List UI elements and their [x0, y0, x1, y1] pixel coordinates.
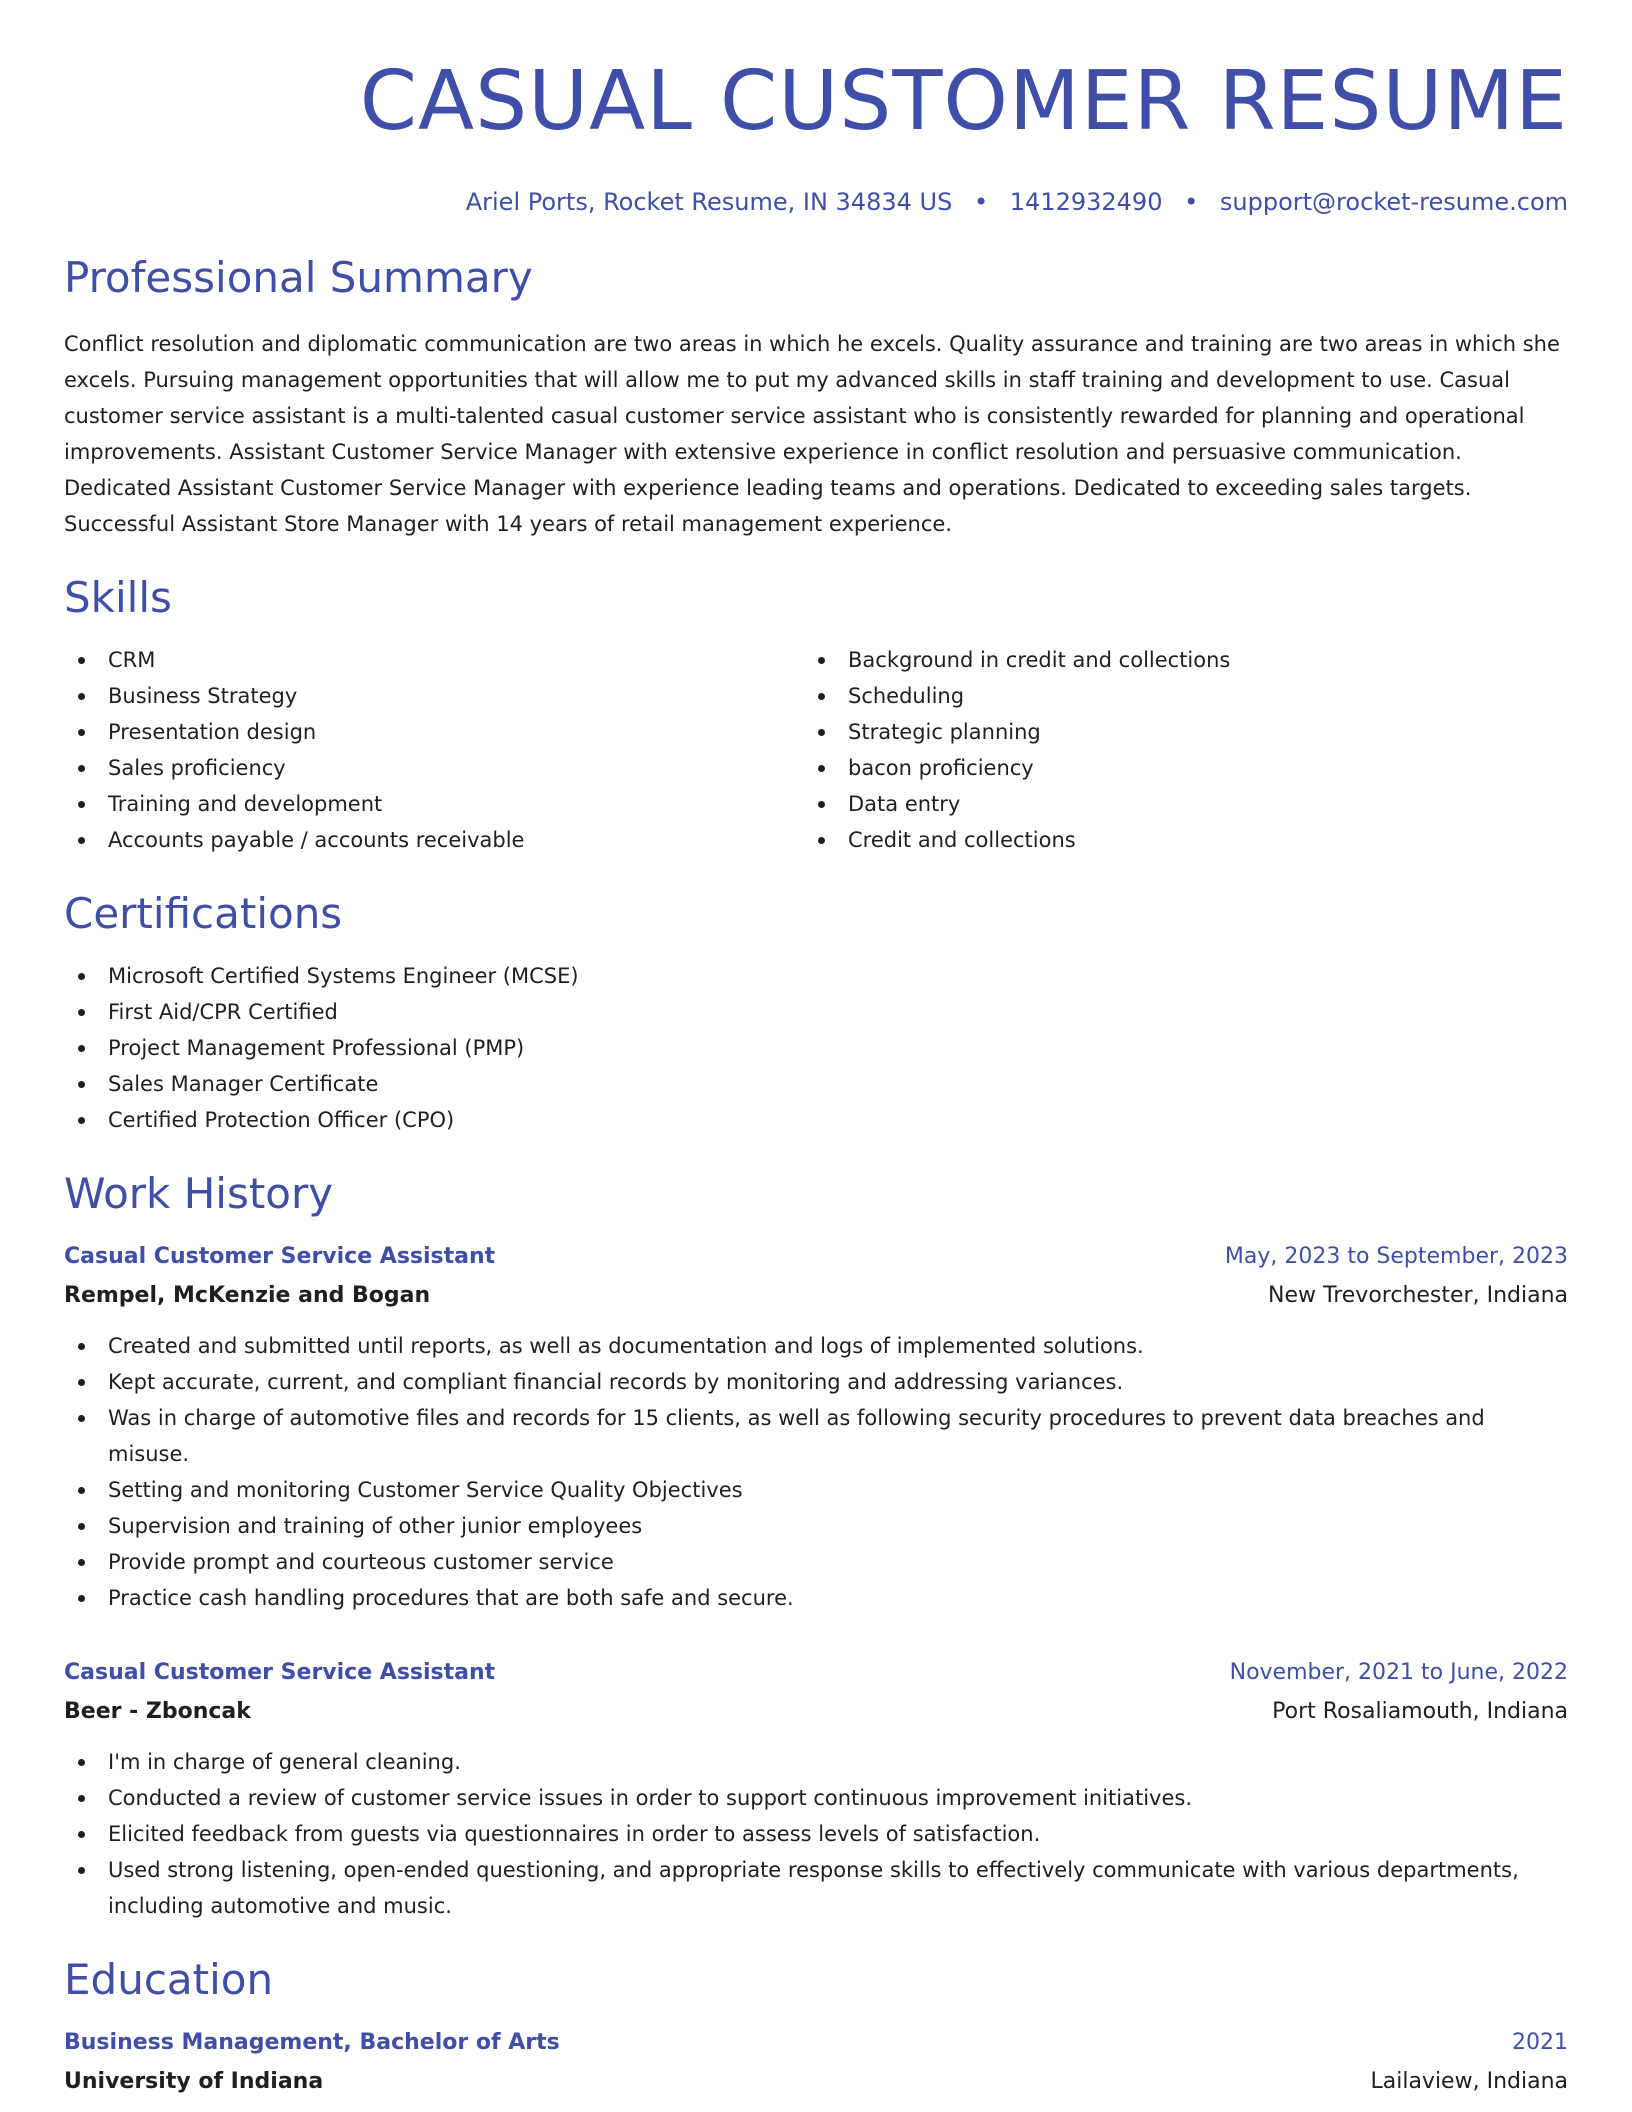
- contact-line: [64, 186, 1568, 218]
- summary-heading: Professional Summary: [64, 253, 533, 302]
- education-degree-row: [64, 2024, 1568, 2062]
- job-entry: [64, 1238, 1568, 1616]
- job-duty-item: Elicited feedback from guests via questionnaires in order to assess levels of satisfaction.: [64, 1816, 1568, 1852]
- skill-item: Data entry: [804, 786, 1544, 822]
- skill-item: Accounts payable / accounts receivable: [64, 822, 804, 858]
- job-title: Casual Customer Service Assistant: [64, 1244, 496, 1269]
- contact-email: support@rocket-resume.com: [1219, 188, 1568, 216]
- contact-address: Ariel Ports, Rocket Resume, IN 34834 US: [465, 188, 953, 216]
- skill-item: Presentation design: [64, 714, 804, 750]
- education-school-row: [64, 2062, 1568, 2102]
- job-duty-item: Practice cash handling procedures that are both safe and secure.: [64, 1580, 1568, 1616]
- education-degree: Business Management, Bachelor of Arts: [64, 2030, 560, 2055]
- job-duty-item: Conducted a review of customer service issues in order to support continuous improvement initiatives.: [64, 1780, 1568, 1816]
- job-duty-item: Was in charge of automotive files and records for 15 clients, as well as following security procedures to prevent data breaches and misuse.: [64, 1400, 1568, 1472]
- job-company: Beer - Zboncak: [64, 1699, 251, 1724]
- job-duties-list: [64, 1744, 1568, 1924]
- skills-list-left: [64, 642, 804, 858]
- job-title-row: [64, 1238, 1568, 1276]
- skill-item: Business Strategy: [64, 678, 804, 714]
- job-duty-item: Created and submitted until reports, as well as documentation and logs of implemented solutions.: [64, 1328, 1568, 1364]
- skills-grid: [64, 642, 1568, 858]
- skill-item: Credit and collections: [804, 822, 1544, 858]
- skill-item: Sales proficiency: [64, 750, 804, 786]
- job-location: Port Rosaliamouth, Indiana: [1272, 1699, 1568, 1724]
- job-duty-item: Used strong listening, open-ended questioning, and appropriate response skills to effectively communicate with various departments, including automotive and music.: [64, 1852, 1568, 1924]
- skill-item: Strategic planning: [804, 714, 1544, 750]
- education-year: 2021: [1512, 2030, 1568, 2055]
- resume-title: CASUAL CUSTOMER RESUME: [359, 54, 1568, 149]
- certification-item: Certified Protection Officer (CPO): [64, 1102, 1568, 1138]
- certification-item: Microsoft Certified Systems Engineer (MCSE): [64, 958, 1568, 994]
- education-heading: Education: [64, 1955, 274, 2004]
- job-company-row: [64, 1692, 1568, 1732]
- certification-item: Sales Manager Certificate: [64, 1066, 1568, 1102]
- skill-item: bacon proficiency: [804, 750, 1544, 786]
- certification-item: Project Management Professional (PMP): [64, 1030, 1568, 1066]
- job-company-row: [64, 1276, 1568, 1316]
- job-duty-item: Supervision and training of other junior employees: [64, 1508, 1568, 1544]
- job-dates: November, 2021 to June, 2022: [1229, 1660, 1568, 1685]
- job-duty-item: I'm in charge of general cleaning.: [64, 1744, 1568, 1780]
- skill-item: Background in credit and collections: [804, 642, 1544, 678]
- skills-list-right: [804, 642, 1544, 858]
- job-duty-item: Kept accurate, current, and compliant financial records by monitoring and addressing variances.: [64, 1364, 1568, 1400]
- contact-separator: •: [1184, 188, 1199, 216]
- resume-header: [64, 0, 1568, 218]
- job-company: Rempel, McKenzie and Bogan: [64, 1283, 431, 1308]
- job-duty-item: Setting and monitoring Customer Service Quality Objectives: [64, 1472, 1568, 1508]
- education-location: Lailaview, Indiana: [1370, 2069, 1568, 2094]
- skill-item: Scheduling: [804, 678, 1544, 714]
- summary-text: Conflict resolution and diplomatic communication are two areas in which he excels. Quality assurance and training are two areas in which she excels. Pursuing management opportunities that will allow me to put my advanced skills in staff training and development to use. Casual customer service assistant is a multi-talented casual customer service assistant who is consistently rewarded for planning and operational improvements. Assistant Customer Service Manager with extensive experience in conflict resolution and persuasive communication. Dedicated Assistant Customer Service Manager with experience leading teams and operations. Dedicated to exceeding sales targets. Successful Assistant Store Manager with 14 years of retail management experience.: [64, 332, 1560, 536]
- skill-item: CRM: [64, 642, 804, 678]
- education-entry: [64, 2024, 1568, 2102]
- skill-item: Training and development: [64, 786, 804, 822]
- certifications-list: [64, 958, 1568, 1138]
- job-title-row: [64, 1654, 1568, 1692]
- job-duty-item: Provide prompt and courteous customer service: [64, 1544, 1568, 1580]
- contact-phone: 1412932490: [1009, 188, 1163, 216]
- work-history-heading: Work History: [64, 1169, 334, 1218]
- contact-separator: •: [973, 188, 989, 216]
- job-duties-list: [64, 1328, 1568, 1616]
- job-dates: May, 2023 to September, 2023: [1224, 1244, 1568, 1269]
- job-location: New Trevorchester, Indiana: [1268, 1283, 1568, 1308]
- certification-item: First Aid/CPR Certified: [64, 994, 1568, 1030]
- education-school: University of Indiana: [64, 2069, 324, 2094]
- job-entry: [64, 1654, 1568, 1924]
- skills-heading: Skills: [64, 573, 172, 622]
- certifications-heading: Certifications: [64, 889, 343, 938]
- job-title: Casual Customer Service Assistant: [64, 1660, 496, 1685]
